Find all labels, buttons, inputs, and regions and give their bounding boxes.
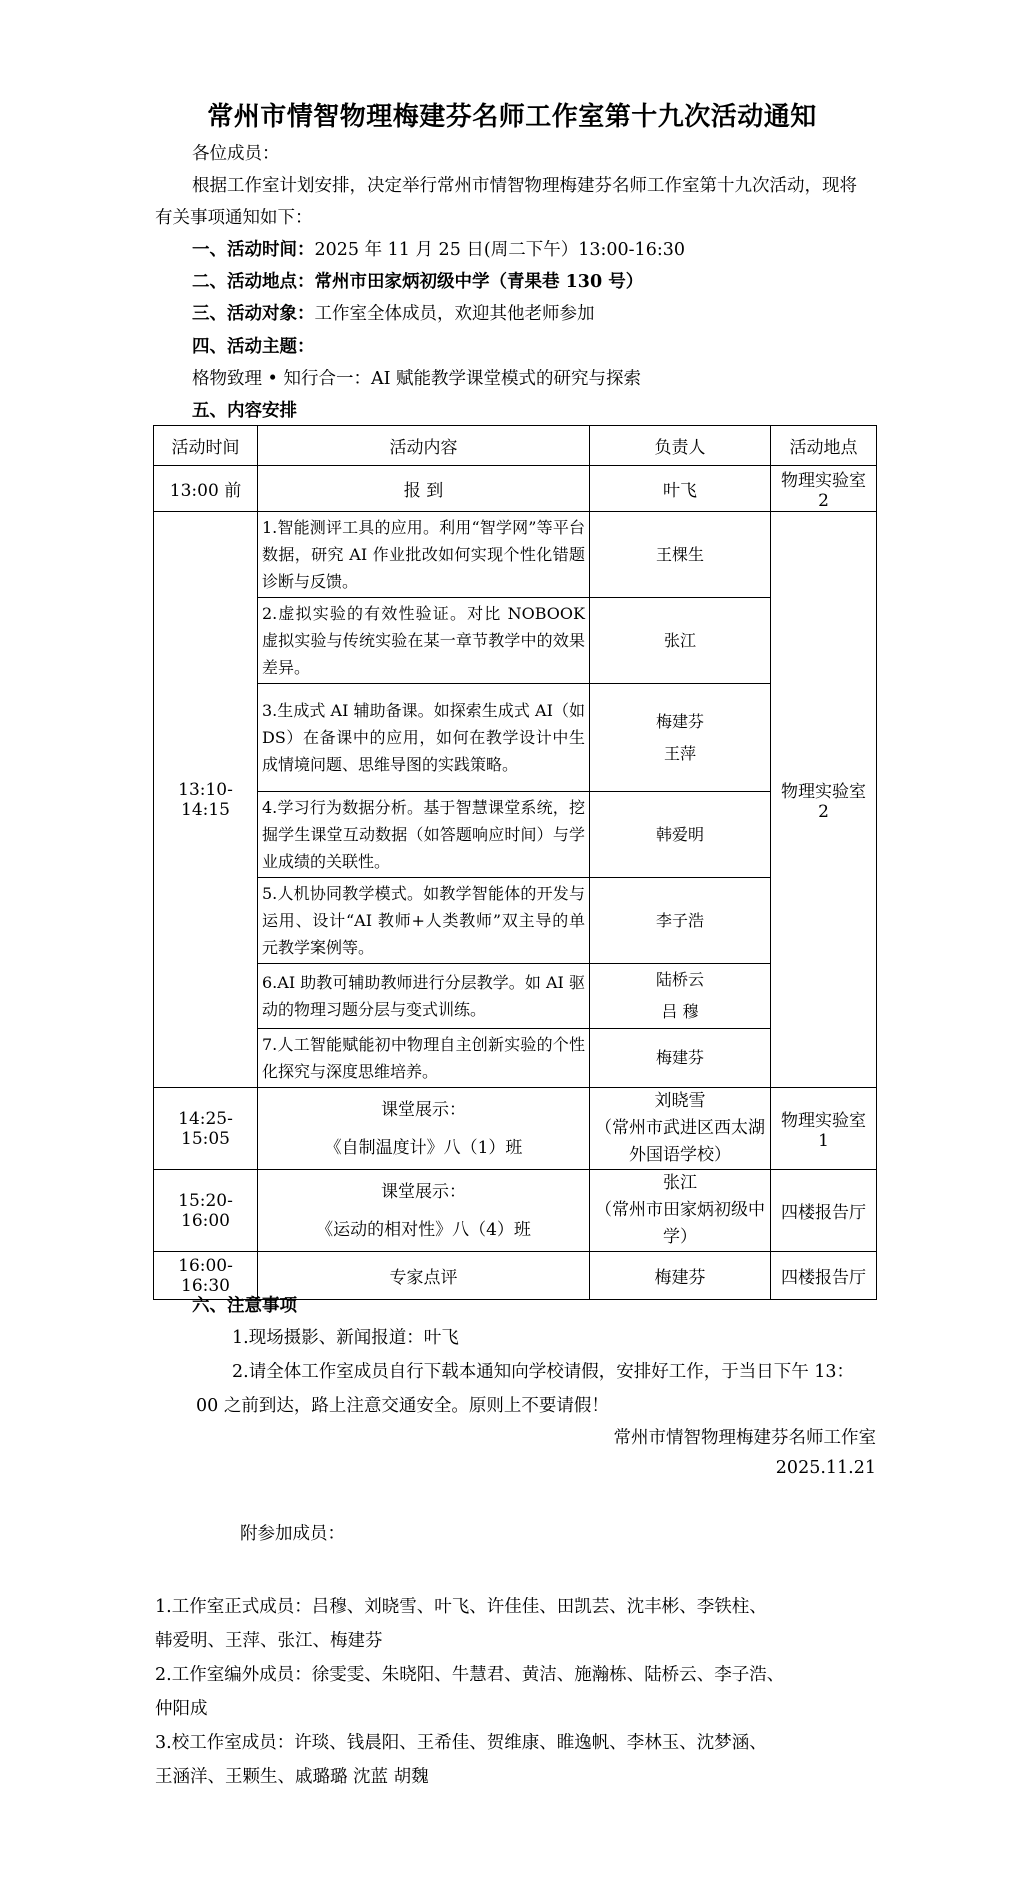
row-time: 16:00-16:30	[154, 1252, 258, 1300]
place-value: 常州市田家炳初级中学（青果巷 130 号）	[314, 272, 644, 292]
row-person	[590, 512, 771, 598]
table-header-row	[154, 426, 877, 466]
member-list-3-line-2: 王涵洋、王颗生、戚璐璐 沈蓝 胡魏	[155, 1767, 429, 1787]
demo-lesson: 《运动的相对性》八（4）班	[316, 1219, 531, 1240]
row-time: 13:00 前	[154, 466, 258, 512]
demo-lesson: 《自制温度计》八（1）班	[324, 1137, 523, 1158]
row-place: 四楼报告厅	[771, 1252, 877, 1300]
person-school: （常州市武进区西太湖外国语学校）	[595, 1118, 765, 1165]
person-name: 刘晓雪	[654, 1091, 706, 1111]
row-person	[590, 1170, 771, 1252]
target-section	[192, 300, 595, 325]
person-name: 张江	[663, 630, 696, 650]
greeting: 各位成员：	[192, 144, 280, 164]
row-content	[258, 1088, 590, 1170]
person-name: 梅建芬	[655, 711, 704, 731]
row-person	[590, 1029, 771, 1088]
header-time: 活动时间	[154, 426, 258, 466]
row-content: 专家点评	[258, 1252, 590, 1300]
block-place: 物理实验室 2	[771, 512, 877, 1088]
demo-label: 课堂展示：	[381, 1099, 466, 1120]
header-place: 活动地点	[771, 426, 877, 466]
intro-line-1: 根据工作室计划安排，决定举行常州市情智物理梅建芬名师工作室第十九次活动，现将	[192, 176, 857, 196]
table-row	[154, 598, 877, 684]
member-list-2-line-1: 2.工作室编外成员：徐雯雯、朱晓阳、牛慧君、黄洁、施瀚栋、陆桥云、李子浩、	[155, 1665, 785, 1685]
row-content: 1.智能测评工具的应用。利用“智学网”等平台数据，研究 AI 作业批改如何实现个性化错题诊断与反馈。	[258, 512, 590, 598]
member-list-2-line-2: 仲阳成	[155, 1699, 208, 1719]
row-person	[590, 964, 771, 1029]
table-row	[154, 1029, 877, 1088]
row-content	[258, 1170, 590, 1252]
table-row	[154, 1088, 877, 1170]
time-value: 2025 年 11 月 25 日(周二下午）13:00-16:30	[314, 240, 685, 260]
time-label: 一、活动时间：	[192, 240, 315, 260]
target-value: 工作室全体成员，欢迎其他老师参加	[314, 304, 595, 324]
schedule-table	[153, 425, 877, 1300]
row-person: 梅建芬	[590, 1252, 771, 1300]
row-place: 四楼报告厅	[771, 1170, 877, 1252]
row-person: 叶飞	[590, 466, 771, 512]
notes-label: 六、注意事项	[192, 1296, 297, 1316]
notes-item-1: 1.现场摄影、新闻报道：叶飞	[232, 1328, 459, 1348]
person-name: 李子浩	[655, 910, 704, 930]
block-time: 13:10-14:15	[154, 512, 258, 1088]
place-section	[192, 268, 643, 293]
table-row	[154, 964, 877, 1029]
content-label: 五、内容安排	[192, 401, 297, 421]
notes-item-2-line-1: 2.请全体工作室成员自行下载本通知向学校请假，安排好工作，于当日下午 13：	[232, 1362, 855, 1382]
member-list-3-line-1: 3.校工作室成员：许琰、钱晨阳、王希佳、贺维康、睢逸帆、李林玉、沈梦涵、	[155, 1733, 767, 1753]
table-row	[154, 466, 877, 512]
row-place: 物理实验室 2	[771, 466, 877, 512]
row-content: 报 到	[258, 466, 590, 512]
table-row	[154, 1170, 877, 1252]
row-content: 7.人工智能赋能初中物理自主创新实验的个性化探究与深度思维培养。	[258, 1029, 590, 1088]
row-place: 物理实验室 1	[771, 1088, 877, 1170]
row-person	[590, 598, 771, 684]
notes-item-2-line-2: 00 之前到达，路上注意交通安全。原则上不要请假！	[196, 1396, 609, 1416]
person-name: 韩爱明	[655, 824, 704, 844]
place-label: 二、活动地点：	[192, 272, 315, 292]
row-time: 14:25-15:05	[154, 1088, 258, 1170]
table-row	[154, 684, 877, 792]
person-name: 张江	[663, 1173, 697, 1193]
header-person: 负责人	[590, 426, 771, 466]
intro-line-2: 有关事项通知如下：	[155, 208, 313, 228]
member-list-1-line-1: 1.工作室正式成员：吕穆、刘晓雪、叶飞、许佳佳、田凯芸、沈丰彬、李铁柱、	[155, 1597, 767, 1617]
row-person	[590, 878, 771, 964]
theme-value: 格物致理 • 知行合一：AI 赋能教学课堂模式的研究与探索	[192, 369, 642, 389]
date: 2025.11.21	[775, 1458, 876, 1478]
person-name: 王棵生	[655, 544, 704, 564]
member-list-1-line-2: 韩爱明、王萍、张江、梅建芬	[155, 1631, 383, 1651]
row-time: 15:20-16:00	[154, 1170, 258, 1252]
header-content: 活动内容	[258, 426, 590, 466]
table-row	[154, 792, 877, 878]
target-label: 三、活动对象：	[192, 304, 315, 324]
theme-label: 四、活动主题：	[192, 337, 315, 357]
person-name: 王萍	[663, 743, 696, 763]
row-content: 3.生成式 AI 辅助备课。如探索生成式 AI（如 DS）在备课中的应用，如何在教学设计中生成情境问题、思维导图的实践策略。	[258, 684, 590, 792]
row-content: 5.人机协同教学模式。如教学智能体的开发与运用、设计“AI 教师+人类教师”双主导的单元教学案例等。	[258, 878, 590, 964]
row-person	[590, 1088, 771, 1170]
time-section	[192, 236, 685, 261]
appendix-label: 附参加成员：	[240, 1524, 345, 1544]
person-name: 吕 穆	[661, 1002, 699, 1021]
row-person	[590, 792, 771, 878]
page-title: 常州市情智物理梅建芬名师工作室第十九次活动通知	[207, 102, 817, 132]
row-person	[590, 684, 771, 792]
person-school: （常州市田家炳初级中学）	[595, 1200, 765, 1247]
signature: 常州市情智物理梅建芬名师工作室	[613, 1428, 876, 1448]
person-name: 陆桥云	[655, 970, 704, 989]
demo-label: 课堂展示：	[381, 1181, 466, 1202]
person-name: 梅建芬	[655, 1048, 704, 1067]
table-row	[154, 512, 877, 598]
table-row	[154, 878, 877, 964]
row-content: 6.AI 助教可辅助教师进行分层教学。如 AI 驱动的物理习题分层与变式训练。	[258, 964, 590, 1029]
row-content: 4.学习行为数据分析。基于智慧课堂系统，挖掘学生课堂互动数据（如答题响应时间）与学业成绩的关联性。	[258, 792, 590, 878]
row-content: 2.虚拟实验的有效性验证。对比 NOBOOK 虚拟实验与传统实验在某一章节教学中的效果差异。	[258, 598, 590, 684]
